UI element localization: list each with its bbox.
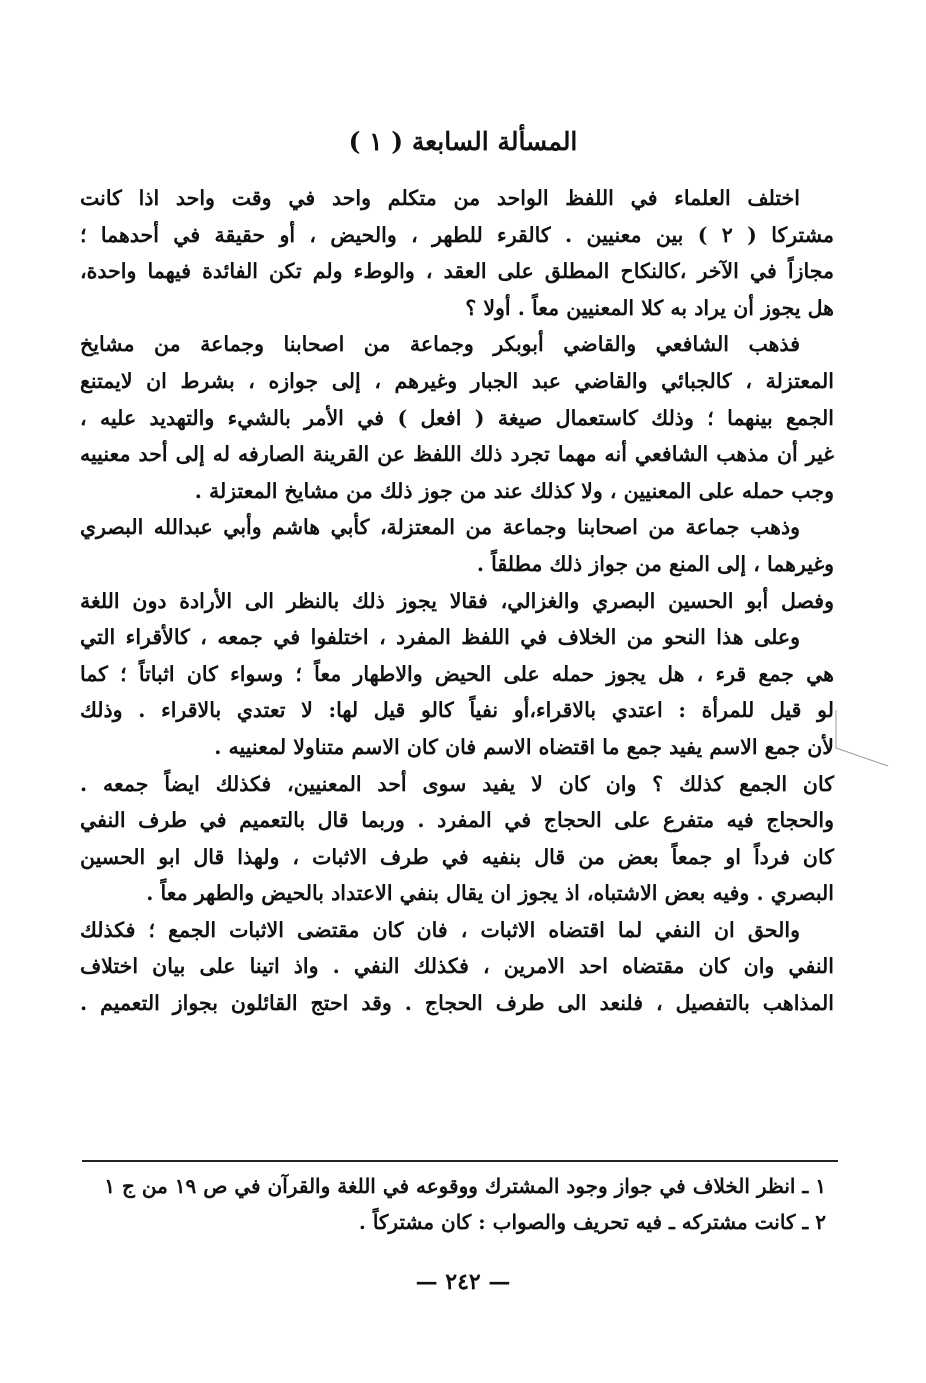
body-line: الجمع بينهما ؛ وذلك كاستعمال صيغة ( افعل ) في الأمر بالشيء والتهديد عليه ، [80,405,834,430]
body-line: مشتركا ( ٢ ) بين معنيين . كالقرء للطهر ، والحيض ، أو حقيقة في أحدهما ؛ [80,222,834,247]
body-line: فذهب الشافعي والقاضي أبوبكر وجماعة من اصحابنا وجماعة من مشايخ [80,332,800,357]
body-line: مجازاً في الآخر ،كالنكاح المطلق على العقد ، والوطء ولم تكن الفائدة فيهما واحدة، [80,259,834,284]
body-line: هل يجوز أن يراد به كلا المعنيين معاً . أولا ؟ [465,295,834,320]
body-line: المذاهب بالتفصيل ، فلنعد الى طرف الحجاج . وقد احتج القائلون بجواز التعميم . [80,991,834,1016]
body-line: غير أن مذهب الشافعي أنه مهما تجرد ذلك اللفظ عن القرينة الصارفه له إلى أحد معنييه [80,442,834,467]
body-line: لو قيل للمرأة : اعتدي بالاقراء،أو نفياً كالو قيل لها: لا تعتدي بالاقراء . وذلك [80,698,834,723]
scan-margin-mark [832,708,892,768]
body-text [80,180,834,1022]
body-line: كان الجمع كذلك ؟ وان كان لا يفيد سوى أحد المعنيين، فكذلك ايضاً جمعه . [80,771,834,796]
body-line: اختلف العلماء في اللفظ الواحد من متكلم واحد في وقت واحد اذا كانت [80,186,800,210]
footnote-2: ٢ ـ كانت مشتركه ـ فيه تحريف والصواب : كان مشتركاً . [358,1210,826,1234]
body-line: وجب حمله على المعنيين ، ولا كذلك عند من جوز ذلك من مشايخ المعتزلة . [194,478,834,503]
body-line: المعتزلة ، كالجبائي والقاضي عبد الجبار وغيرهم ، إلى جوازه ، بشرط ان لايمتنع [80,368,834,393]
body-line: وعلى هذا النحو من الخلاف في اللفظ المفرد ، اختلفوا في جمعه ، كالأقراء التي [80,625,800,650]
footnotes [104,1168,826,1240]
footnote-1: ١ ـ انظر الخلاف في جواز وجود المشترك ووقوعه في اللغة والقرآن في ص ١٩ من ج ١ [104,1174,826,1198]
page-number: — ٢٤٢ — [415,1269,511,1295]
body-line: البصري . وفيه بعض الاشتباه، اذ يجوز ان يقال بنفي الاعتداد بالحيض والطهر معاً . [146,881,834,906]
body-line: والحجاج فيه متفرع على الحجاج في المفرد . وربما قال بالتعميم في طرف النفي [80,808,834,833]
body-line: وفصل أبو الحسين البصري والغزالي، فقالا يجوز ذلك بالنظر الى الأرادة دون اللغة [80,588,834,613]
body-line: والحق ان النفي لما اقتضاه الاثبات ، فان كان مقتضى الاثبات الجمع ؛ فكذلك [80,917,800,942]
body-line: كان فرداً او جمعاً بعض من قال بنفيه في طرف الاثبات ، ولهذا قال ابو الحسين [80,844,834,869]
body-line: لأن جمع الاسم يفيد جمع ما اقتضاه الاسم فان كان الاسم متناولا لمعنييه . [214,734,834,759]
body-line: وغيرهما ، إلى المنع من جواز ذلك مطلقاً . [476,551,834,576]
footnote-divider [82,1160,838,1162]
body-line: وذهب جماعة من اصحابنا وجماعة من المعتزلة، كأبي هاشم وأبي عبدالله البصري [80,515,800,540]
body-line: النفي وان كان مقتضاه احد الامرين ، فكذلك النفي . واذ اتينا على بيان اختلاف [80,954,834,979]
body-line: هي جمع قرء ، هل يجوز حمله على الحيض والاطهار معاً ؛ وسواء كان اثباتاً ؛ كما [80,661,834,686]
section-heading: المسألة السابعة ( ١ ) [348,127,578,156]
